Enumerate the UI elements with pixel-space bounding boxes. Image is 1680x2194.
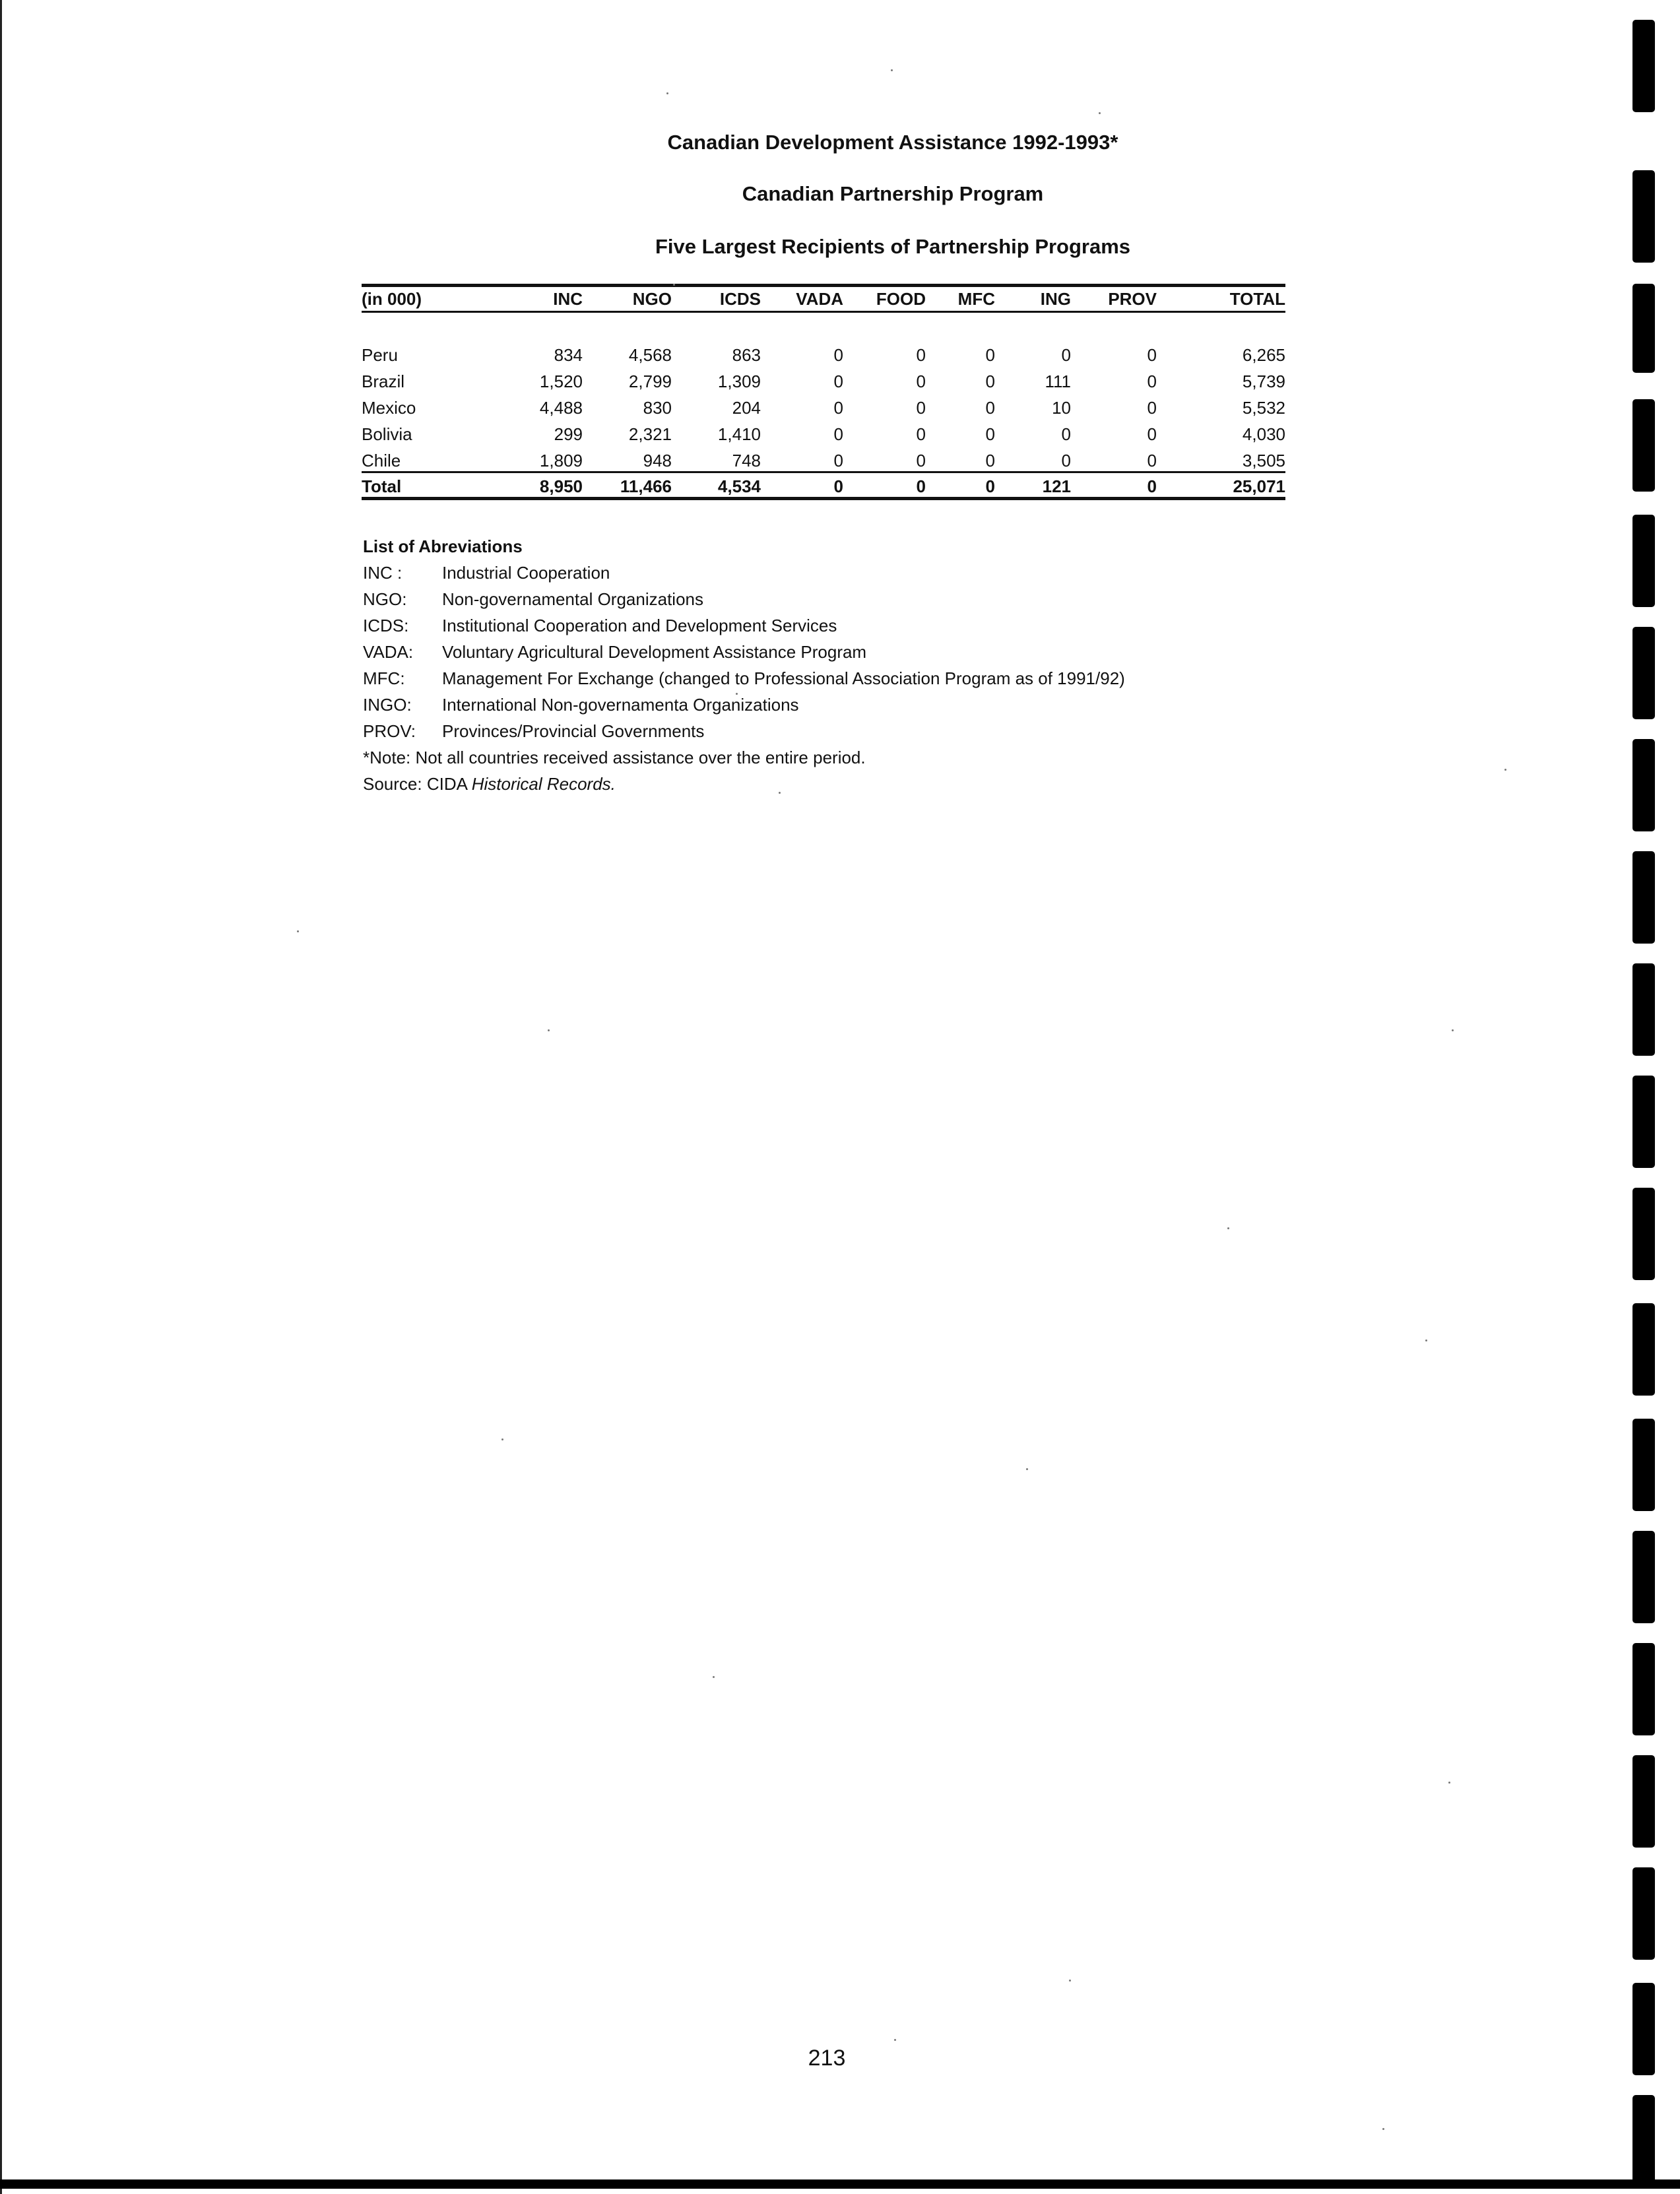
- table-cell: 299: [554, 424, 583, 444]
- table-row: [362, 366, 1285, 392]
- binder-hole: [1632, 399, 1655, 492]
- abbreviation-item: [363, 665, 1353, 692]
- abbreviation-item: [363, 639, 1353, 665]
- scan-speck: [713, 1676, 715, 1678]
- header-prov: PROV: [1108, 289, 1157, 309]
- binder-hole: [1632, 515, 1655, 607]
- binder-hole: [1632, 1419, 1655, 1511]
- table-cell: 0: [916, 424, 926, 444]
- header-total: TOTAL: [1229, 289, 1285, 309]
- footnote: *Note: Not all countries received assistance over the entire period.: [363, 748, 866, 767]
- table-row: [362, 418, 1285, 445]
- table-cell: 6,265: [1242, 345, 1285, 365]
- scan-speck: [297, 930, 299, 932]
- table-cell: 0: [916, 398, 926, 418]
- table-cell: 3,505: [1157, 445, 1285, 472]
- table-cell: 0: [1071, 445, 1157, 472]
- table-cell: 0: [1061, 345, 1071, 365]
- abbreviation-code: PROV:: [363, 721, 416, 741]
- country-cell: Mexico: [362, 398, 416, 418]
- table-cell: 0: [985, 424, 995, 444]
- total-cell: 0: [1147, 476, 1157, 496]
- table-cell: 0: [761, 445, 843, 472]
- scan-bottom-edge: [0, 2179, 1680, 2189]
- total-cell: 0: [916, 476, 926, 496]
- table-cell: 5,532: [1242, 398, 1285, 418]
- table-cell: 0: [833, 424, 843, 444]
- table-cell: 0: [985, 398, 995, 418]
- table-cell: 2,321: [628, 424, 672, 444]
- abbreviation-item: [363, 718, 1353, 744]
- total-row: [362, 472, 1285, 499]
- table-cell: 4,030: [1242, 424, 1285, 444]
- abbreviation-code: NGO:: [363, 589, 407, 609]
- abbreviation-code: MFC:: [363, 668, 405, 688]
- total-cell: 25,071: [1233, 476, 1285, 496]
- scan-speck: [501, 1438, 503, 1440]
- country-cell: Peru: [362, 345, 398, 365]
- binder-hole: [1632, 1755, 1655, 1848]
- header-icds: ICDS: [719, 289, 761, 309]
- table-row: [362, 392, 1285, 418]
- table-cell: 1,520: [539, 371, 583, 391]
- header-food: FOOD: [876, 289, 926, 309]
- table-cell: 0: [1061, 424, 1071, 444]
- table-row: [362, 312, 1285, 366]
- total-cell: 4,534: [717, 476, 761, 496]
- country-cell: Brazil: [362, 371, 405, 391]
- scan-left-edge: [0, 0, 2, 2194]
- header-ngo: NGO: [632, 289, 672, 309]
- scan-speck: [1452, 1029, 1454, 1031]
- table-cell: 2,799: [628, 371, 672, 391]
- binder-hole: [1632, 1531, 1655, 1623]
- scan-speck: [673, 284, 675, 286]
- table-cell: 0: [985, 345, 995, 365]
- table-cell: 0: [1147, 398, 1157, 418]
- table-header-row: [362, 286, 1285, 312]
- binder-hole: [1632, 1076, 1655, 1168]
- total-cell: 121: [1042, 476, 1071, 496]
- table-cell: 0: [985, 371, 995, 391]
- table-row: [362, 445, 1285, 472]
- binder-hole: [1632, 739, 1655, 831]
- abbreviation-code: INGO:: [363, 695, 412, 715]
- table-cell: 1,410: [717, 424, 761, 444]
- table-cell: 111: [1045, 371, 1071, 391]
- scan-speck: [1504, 769, 1506, 771]
- scan-speck: [548, 1029, 550, 1031]
- table-cell: 1,309: [717, 371, 761, 391]
- abbreviation-definition: Management For Exchange (changed to Professional Association Program as of 1991/92): [442, 668, 1125, 688]
- binder-hole: [1632, 2095, 1655, 2187]
- total-cell: 0: [833, 476, 843, 496]
- total-cell: 0: [985, 476, 995, 496]
- scan-speck: [666, 92, 668, 94]
- table-cell: 10: [1052, 398, 1071, 418]
- table-cell: 0: [995, 445, 1071, 472]
- binder-hole: [1632, 1643, 1655, 1735]
- binder-hole: [1632, 284, 1655, 373]
- scan-speck: [1069, 1980, 1071, 1982]
- table-cell: 4,488: [539, 398, 583, 418]
- table-cell: 0: [916, 345, 926, 365]
- table-cell: 204: [732, 398, 761, 418]
- binder-hole: [1632, 1188, 1655, 1280]
- abbreviation-code: VADA:: [363, 642, 414, 662]
- total-label: Total: [362, 476, 402, 496]
- abbreviation-definition: Industrial Cooperation: [442, 563, 610, 583]
- table-cell: 1,809: [494, 445, 583, 472]
- country-cell: Chile: [362, 445, 494, 472]
- abbreviation-item: [363, 560, 1353, 586]
- scan-speck: [736, 693, 738, 695]
- header-inc: INC: [553, 289, 583, 309]
- table-cell: 0: [916, 371, 926, 391]
- abbreviation-definition: International Non-governamenta Organizations: [442, 695, 799, 715]
- table-cell: 0: [1147, 345, 1157, 365]
- table-cell: 834: [554, 345, 583, 365]
- abbreviation-definition: Provinces/Provincial Governments: [442, 721, 705, 741]
- scan-speck: [1425, 1339, 1427, 1341]
- table-cell: 0: [843, 445, 926, 472]
- total-cell: 8,950: [539, 476, 583, 496]
- recipients-table: [362, 284, 1285, 500]
- binder-hole: [1632, 1867, 1655, 1960]
- binder-hole: [1632, 1983, 1655, 2075]
- table-cell: 830: [643, 398, 672, 418]
- scan-speck: [1382, 2128, 1384, 2130]
- abbreviation-definition: Voluntary Agricultural Development Assistance Program: [442, 642, 867, 662]
- source-line: [363, 771, 1353, 797]
- binder-hole: [1632, 851, 1655, 944]
- header-units: (in 000): [362, 289, 422, 309]
- table-cell: 863: [732, 345, 761, 365]
- table-cell: 748: [672, 445, 761, 472]
- header-mfc: MFC: [957, 289, 995, 309]
- document-title: Canadian Development Assistance 1992-1993*: [667, 131, 1118, 154]
- table-cell: 0: [833, 371, 843, 391]
- scan-speck: [779, 792, 781, 794]
- scan-speck: [894, 2039, 896, 2041]
- table-cell: 0: [1147, 424, 1157, 444]
- scan-speck: [891, 69, 893, 71]
- document-subtitle: Canadian Partnership Program: [742, 182, 1044, 205]
- scan-speck: [1448, 1782, 1450, 1784]
- abbreviation-item: [363, 586, 1353, 612]
- table-cell: 0: [833, 345, 843, 365]
- source-title: Historical Records.: [471, 774, 616, 794]
- abbreviation-definition: Non-governamental Organizations: [442, 589, 703, 609]
- abbreviations-section: [363, 533, 1353, 797]
- table-cell: 5,739: [1242, 371, 1285, 391]
- table-cell: 0: [926, 445, 995, 472]
- table-cell: 948: [583, 445, 672, 472]
- table-cell: 0: [1147, 371, 1157, 391]
- source-prefix: Source: CIDA: [363, 774, 472, 794]
- page-number: 213: [808, 2046, 846, 2071]
- header-ing: ING: [1040, 289, 1071, 309]
- country-cell: Bolivia: [362, 424, 412, 444]
- header-vada: VADA: [796, 289, 843, 309]
- binder-hole: [1632, 20, 1655, 112]
- binder-hole: [1632, 170, 1655, 263]
- table-title: Five Largest Recipients of Partnership Programs: [655, 235, 1131, 258]
- abbreviations-heading: List of Abreviations: [363, 536, 523, 556]
- abbreviation-code: ICDS:: [363, 616, 409, 635]
- abbreviation-definition: Institutional Cooperation and Development Services: [442, 616, 837, 635]
- abbreviation-code: INC :: [363, 563, 403, 583]
- scan-speck: [1227, 1227, 1229, 1229]
- binder-hole: [1632, 627, 1655, 719]
- table-cell: 4,568: [628, 345, 672, 365]
- scan-speck: [1026, 1468, 1028, 1470]
- abbreviation-item: [363, 692, 1353, 718]
- abbreviation-item: [363, 612, 1353, 639]
- total-cell: 11,466: [620, 476, 672, 496]
- binder-hole: [1632, 963, 1655, 1056]
- table-cell: 0: [833, 398, 843, 418]
- binder-hole: [1632, 1303, 1655, 1396]
- scan-speck: [1099, 112, 1101, 114]
